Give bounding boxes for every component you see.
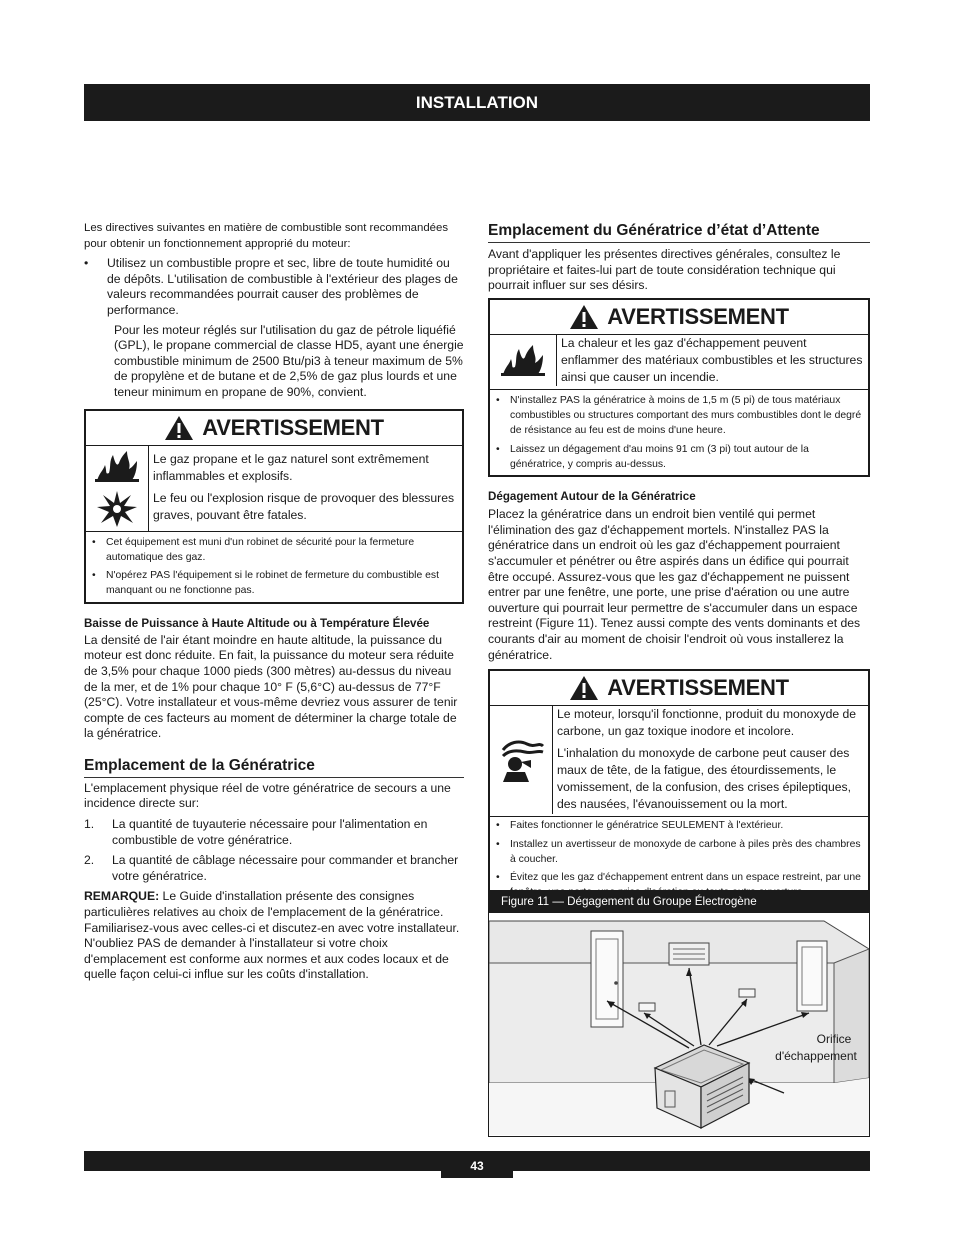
warning-list-item: • Laissez un dégagement d'au moins 91 cm (3 pi) tout autour de la génératrice, y compris au-dessus. <box>496 443 809 470</box>
warning-box-heat <box>488 298 870 477</box>
warning-title: AVERTISSEMENT <box>607 675 789 701</box>
remark-label: REMARQUE: <box>84 889 160 904</box>
warning-box-gas <box>84 409 464 604</box>
warning-text <box>557 335 868 389</box>
warning-body <box>490 335 868 390</box>
warning-title-bar <box>490 671 868 706</box>
warning-icons <box>86 446 149 531</box>
section-header <box>84 84 870 121</box>
standby-heading: Emplacement du Génératrice d’état d’Attente <box>488 221 870 243</box>
fuel-bullet <box>84 256 464 318</box>
warning-text-1: Le gaz propane et le gaz naturel sont extrêmement inflammables et explosifs. <box>153 451 429 483</box>
warning-body <box>86 446 462 532</box>
generator-clearance-illustration <box>489 913 869 1135</box>
warning-list-item: • Faites fonctionner le génératrice SEULEMENT à l'extérieur. <box>496 820 784 832</box>
toxic-fumes-icon <box>497 738 545 782</box>
figure-caption: Figure 11 — Dégagement du Groupe Électrogène <box>489 891 869 913</box>
warning-list-item: • Cet équipement est muni d'un robinet de sécurité pour la fermeture automatique des gaz. <box>92 536 415 563</box>
explosion-icon <box>97 491 137 527</box>
warning-text <box>149 446 462 531</box>
warning-icons <box>490 335 557 386</box>
altitude-text: La densité de l'air étant moindre en haute altitude, la puissance du moteur est donc réduite. En fait, la puissance du moteur sera réduite de 3,5% pour chaque 1000 pieds (300 mètres) au-dessus du niveau de la mer, et de 1% pour chaque 10° F (5,6°C) au-dessus de 77°F (25°C). Votre installateur et vous-même devriez vous assurer de tenir compte de ces facteurs au moment de déterminer la charge totale de la génératrice. <box>84 632 458 741</box>
bullet-mark: • <box>84 256 89 271</box>
warning-list <box>490 390 868 475</box>
exhaust-label-line2: d'échappement <box>775 1049 857 1063</box>
warning-list-item: • Évitez que les gaz d'échappement entrent dans un espace restreint, par une <box>496 872 861 884</box>
warning-list-item: • Installez un avertisseur de monoxyde de carbone à piles près des chambres à coucher. <box>496 838 861 865</box>
remark <box>84 889 464 983</box>
warning-list-item: • N'opérez PAS l'équipement si le robinet de fermeture du combustible est manquant ou ne fonctionne pas. <box>92 570 439 597</box>
warning-text-1: La chaleur et les gaz d'échappement peuvent enflammer des matériaux combustibles et les structures ainsi que causer un incendie. <box>561 335 863 384</box>
warning-text <box>553 706 868 816</box>
exhaust-label-line1: Orifice <box>816 1032 852 1046</box>
numbered-item: 1. La quantité de tuyauterie nécessaire pour l'alimentation en combustible de votre génératrice. <box>84 817 428 847</box>
warning-text-2: L'inhalation du monoxyde de carbone peut causer des maux de tête, de la fatigue, des étourdissements, le vomissement, de la confusion, des crises épileptiques, des nausées, l'évanouissement ou la mort. <box>557 746 852 812</box>
clearance-text: Placez la génératrice dans un endroit bien ventilé qui permet l'élimination des gaz d'échappement mortels. N'installez PAS la génératrice dans un endroit où les gaz d'échappement pourraient s'accumuler et pénétrer ou être aspirés dans un édifice qui pourrait être occupé. Assurez-vous que les gaz d'échappement ne puissent entrer par une fenêtre, une porte, une prise d'aération ou une autre ouverture qui pourrait leur permettre de s'accumuler dans un espace restreint (Figure 11). Tenez aussi compte des vents dominants et des courants d'air au moment de choisir l'endroit où vous installerez la génératrice. <box>488 507 861 662</box>
warning-text-1: Le moteur, lorsqu'il fonctionne, produit du monoxyde de carbone, un gaz toxique inodore et incolore. <box>557 707 857 739</box>
numbered-item: 2. La quantité de câblage nécessaire pour commander et brancher votre génératrice. <box>84 853 459 883</box>
fire-icon <box>501 343 545 377</box>
warning-title-bar <box>490 300 868 335</box>
warning-body <box>490 706 868 817</box>
warning-title-bar <box>86 411 462 446</box>
figure-11 <box>488 890 870 1137</box>
altitude-heading: Baisse de Puissance à Haute Altitude ou à Température Élevée <box>84 616 430 630</box>
warning-list <box>86 532 462 602</box>
warning-text-2: Le feu ou l'explosion risque de provoquer des blessures graves, pouvant être fatales. <box>153 490 455 522</box>
warning-title: AVERTISSEMENT <box>202 414 384 440</box>
location-heading: Emplacement de la Génératrice <box>84 756 464 778</box>
fuel-intro: Les directives suivantes en matière de combustible sont recommandées pour obtenir un fonctionnement approprié du moteur: <box>84 222 449 250</box>
fire-icon <box>95 449 139 483</box>
location-intro: L'emplacement physique réel de votre génératrice de secours a une incidence directe sur: <box>84 780 451 811</box>
warning-triangle-icon <box>569 304 599 330</box>
page-number: 43 <box>441 1151 513 1178</box>
left-column <box>84 221 464 983</box>
warning-triangle-icon <box>569 675 599 701</box>
standby-text: Avant d'appliquer les présentes directives générales, consultez le propriétaire et faites-lui part de toute considération technique qui pourrait influer sur ses désirs. <box>488 247 841 293</box>
warning-title: AVERTISSEMENT <box>607 303 789 329</box>
fuel-bullet-text: Utilisez un combustible propre et sec, libre de toute humidité ou de dépôts. L'utilisation de combustible à l'extérieur des plages de valeurs recommandées pourrait causer des problèmes de performance. <box>107 256 458 317</box>
section-title: INSTALLATION <box>415 93 539 112</box>
warning-triangle-icon <box>164 415 194 441</box>
remark-text: Le Guide d'installation présente des consignes particulières relatives au choix de l'emplacement de la génératrice. Familiarisez-vous avec celles-ci et discutez-en avec votre installateur. N'oubliez PAS de demander à l'installateur si votre choix d'emplacement est conforme aux normes et aux codes locaux et de quelle façon celui-ci influe sur les coûts d'installation. <box>84 889 460 982</box>
warning-icons <box>490 706 553 814</box>
clearance-heading: Dégagement Autour de la Génératrice <box>488 490 696 504</box>
warning-list-item: • N'installez PAS la génératrice à moins de 1,5 m (5 pi) de tous matériaux combustibles ou structures comportant des murs combustibles dont le degré de résistance au feu est de moins d'une heure. <box>496 394 862 437</box>
fuel-bullet-sub: Pour les moteur réglés sur l'utilisation du gaz de pétrole liquéfié (GPL), le propane commercial de classe HD5, ayant une énergie combustible minimum de 2500 Btu/pi3 à teneur maximum de 5% de propylène et de butane et de 2,5% de gaz plus lourds et une teneur minimum en propane de 90%, convient. <box>114 322 464 399</box>
warning-box-co <box>488 669 870 904</box>
right-column <box>488 221 870 905</box>
